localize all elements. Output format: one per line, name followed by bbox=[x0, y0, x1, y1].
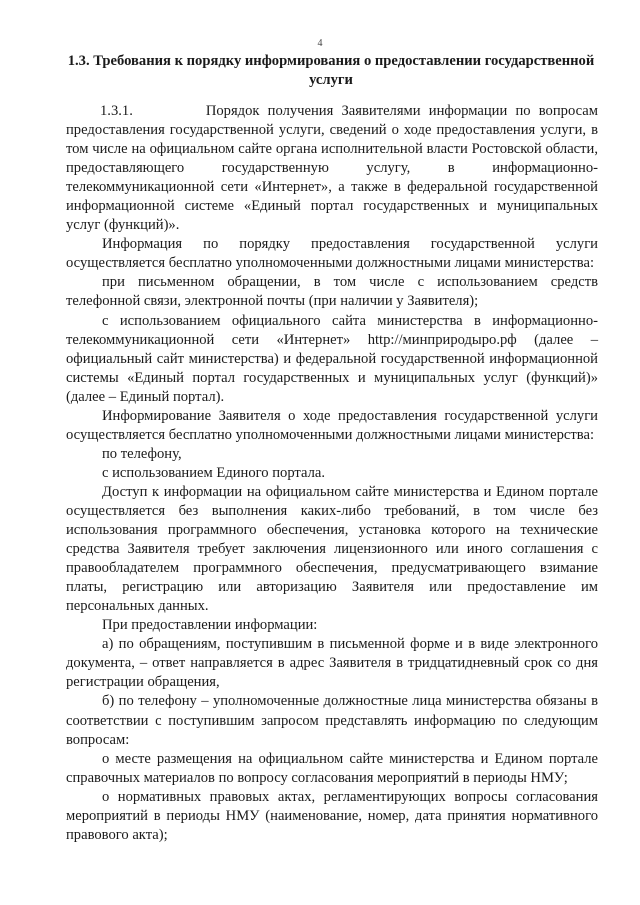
section-heading: 1.3. Требования к порядку информирования о предоставлении государственной услуги bbox=[67, 53, 595, 88]
paragraph-13: о нормативных правовых актах, регламентирующих вопросы согласования мероприятий в периоды НМУ (наименование, номер, дата принятия нормативного правового акта); bbox=[66, 788, 598, 843]
document-body bbox=[66, 102, 598, 845]
paragraph-12: о месте размещения на официальном сайте министерства и Едином портале справочных материалов по вопросу согласования мероприятий в периоды НМУ; bbox=[66, 750, 598, 786]
paragraph-2: Информация по порядку предоставления государственной услуги осуществляется бесплатно уполномоченными должностными лицами министерства: bbox=[66, 236, 598, 272]
paragraph-7: с использованием Единого портала. bbox=[102, 464, 326, 481]
paragraph-3: при письменном обращении, в том числе с использованием средств телефонной связи, электронной почты (при наличии у Заявителя); bbox=[66, 274, 598, 310]
paragraph-5: Информирование Заявителя о ходе предоставления государственной услуги осуществляется бесплатно уполномоченными должностными лицами министерства: bbox=[66, 407, 598, 443]
section-number: 1.3.1. bbox=[100, 103, 133, 119]
paragraph-1-text: Порядок получения Заявителями информации по вопросам предоставления государственной услуги, сведений о ходе предоставления услуги, в том числе на официальном сайте органа исполнительной власти Ростовской области, предоставляющего государственную услугу, в информационно-телекоммуникационной сети «Интернет», а также в федеральной государственной информационной системе «Единый портал государственных и муниципальных услуг (функций)». bbox=[66, 103, 598, 234]
paragraph-6: по телефону, bbox=[102, 445, 182, 462]
page-number: 4 bbox=[317, 38, 323, 49]
paragraph-9: При предоставлении информации: bbox=[102, 617, 318, 634]
paragraph-10: а) по обращениям, поступившим в письменной форме и в виде электронного документа, – ответ направляется в адрес Заявителя в тридцатидневный срок со дня регистрации обращения, bbox=[66, 636, 598, 691]
paragraph-8: Доступ к информации на официальном сайте министерства и Едином портале осуществляется без выполнения каких-либо требований, в том числе без использования программного обеспечения, установка которого на технические средства Заявителя требует заключения лицензионного или иного соглашения с правообладателем программного обеспечения, предусматривающего взимание платы, регистрацию или авторизацию Заявителя или предоставление им персональных данных. bbox=[66, 483, 598, 615]
paragraph-1 bbox=[66, 102, 598, 235]
paragraph-11: б) по телефону – уполномоченные должностные лица министерства обязаны в соответствии с поступившим запросом представлять информацию по следующим вопросам: bbox=[66, 693, 598, 748]
paragraph-4: с использованием официального сайта министерства в информационно-телекоммуникационной сети «Интернет» http://минприродыро.рф (далее – официальный сайт министерства) и федеральной государственной информационной системы «Единый портал государственных и муниципальных услуг (функций)» (далее – Единый портал). bbox=[66, 312, 598, 405]
